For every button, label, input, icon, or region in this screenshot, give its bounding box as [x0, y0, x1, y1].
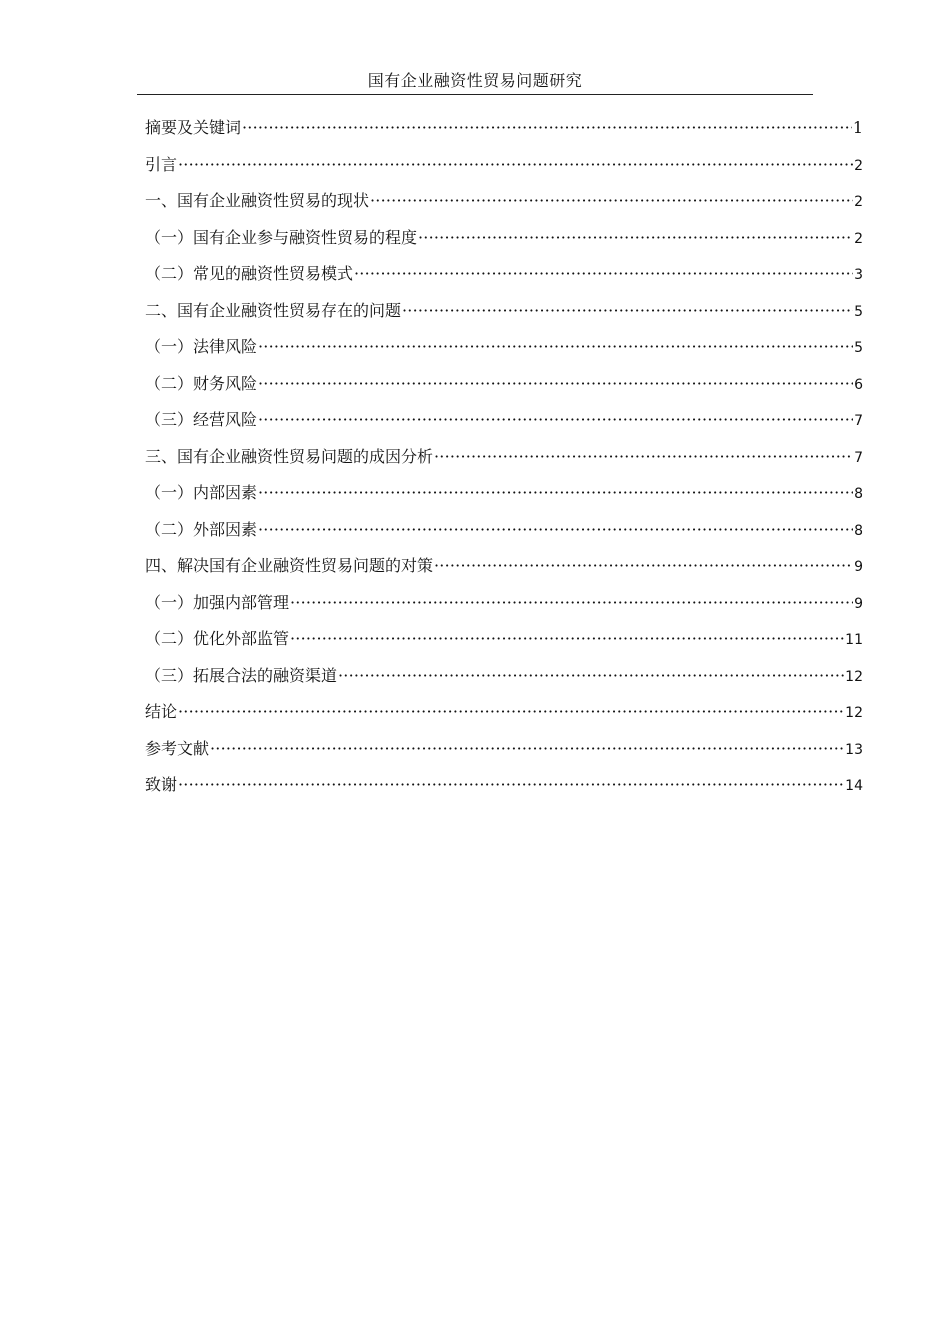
toc-page-number: 7 [854, 449, 863, 466]
toc-page-number: 7 [854, 413, 863, 429]
toc-page-number: 11 [845, 632, 863, 648]
toc-entry-section-2-3[interactable] [145, 406, 863, 443]
toc-label: （三）拓展合法的融资渠道 [145, 665, 338, 685]
toc-dot-leader [370, 187, 853, 215]
toc-label: （二）外部因素 [145, 519, 258, 539]
toc-label: 参考文献 [145, 738, 210, 758]
toc-dot-leader [178, 698, 844, 726]
toc-page-number: 5 [854, 303, 863, 320]
toc-page-number: 5 [854, 340, 863, 356]
toc-label: （一）内部因素 [145, 483, 258, 502]
toc-dot-leader [178, 771, 844, 799]
toc-page-number: 2 [854, 230, 863, 247]
toc-entry-section-3-2[interactable] [145, 516, 863, 553]
toc-dot-leader [290, 589, 853, 617]
toc-dot-leader [258, 479, 853, 507]
toc-label: 一、国有企业融资性贸易的现状 [145, 191, 370, 210]
toc-entry-section-1-1[interactable] [145, 224, 863, 261]
header-title: 国有企业融资性贸易问题研究 [367, 71, 583, 90]
toc-entry-chapter-1[interactable] [145, 187, 863, 224]
toc-page-number: 12 [845, 668, 863, 685]
toc-entry-section-2-2[interactable] [145, 370, 863, 407]
toc-entry-section-4-1[interactable] [145, 589, 863, 626]
toc-page-number: 12 [845, 705, 863, 721]
page-header [137, 70, 813, 95]
toc-page-number: 8 [854, 486, 863, 502]
toc-entry-chapter-3[interactable] [145, 443, 863, 480]
toc-dot-leader [402, 297, 853, 325]
toc-page-number: 1 [852, 118, 863, 137]
toc-page-number: 3 [854, 267, 863, 283]
toc-page-number: 2 [854, 157, 863, 174]
table-of-contents [145, 114, 863, 808]
toc-label: 引言 [145, 154, 178, 174]
toc-entry-section-4-2[interactable] [145, 625, 863, 662]
toc-dot-leader [258, 333, 853, 361]
toc-dot-leader [258, 406, 853, 434]
toc-label: 致谢 [145, 775, 178, 794]
toc-dot-leader [258, 370, 853, 398]
toc-entry-chapter-2[interactable] [145, 297, 863, 334]
toc-entry-section-1-2[interactable] [145, 260, 863, 297]
toc-label: （一）加强内部管理 [145, 592, 290, 612]
toc-label: （二）财务风险 [145, 373, 258, 393]
toc-dot-leader [434, 552, 853, 580]
toc-page-number: 2 [854, 194, 863, 210]
toc-label: （一）法律风险 [145, 337, 258, 356]
toc-dot-leader [338, 662, 844, 690]
toc-page-number: 8 [854, 522, 863, 539]
toc-dot-leader [290, 625, 844, 653]
toc-label: 摘要及关键词 [145, 118, 242, 137]
toc-page-number: 14 [845, 778, 863, 794]
toc-page-number: 13 [845, 741, 863, 758]
toc-dot-leader [354, 260, 853, 288]
toc-dot-leader [434, 443, 853, 471]
toc-entry-section-3-1[interactable] [145, 479, 863, 516]
toc-label: 三、国有企业融资性贸易问题的成因分析 [145, 446, 434, 466]
toc-label: 四、解决国有企业融资性贸易问题的对策 [145, 556, 434, 575]
toc-label: 二、国有企业融资性贸易存在的问题 [145, 300, 402, 320]
toc-dot-leader [178, 151, 853, 179]
toc-label: （一）国有企业参与融资性贸易的程度 [145, 227, 418, 247]
toc-dot-leader [418, 224, 853, 252]
toc-label: （二）优化外部监管 [145, 629, 290, 648]
toc-entry-introduction[interactable] [145, 151, 863, 188]
toc-dot-leader [210, 735, 844, 763]
toc-entry-conclusion[interactable] [145, 698, 863, 735]
toc-entry-references[interactable] [145, 735, 863, 772]
toc-entry-abstract[interactable] [145, 114, 863, 151]
toc-label: （三）经营风险 [145, 410, 258, 429]
toc-entry-section-2-1[interactable] [145, 333, 863, 370]
toc-entry-acknowledgements[interactable] [145, 771, 863, 808]
toc-label: 结论 [145, 702, 178, 721]
toc-page-number: 9 [854, 595, 863, 612]
toc-page-number: 6 [854, 376, 863, 393]
toc-dot-leader [242, 114, 852, 142]
toc-label: （二）常见的融资性贸易模式 [145, 264, 354, 283]
toc-entry-section-4-3[interactable] [145, 662, 863, 699]
toc-dot-leader [258, 516, 853, 544]
toc-page-number: 9 [854, 559, 863, 575]
toc-entry-chapter-4[interactable] [145, 552, 863, 589]
